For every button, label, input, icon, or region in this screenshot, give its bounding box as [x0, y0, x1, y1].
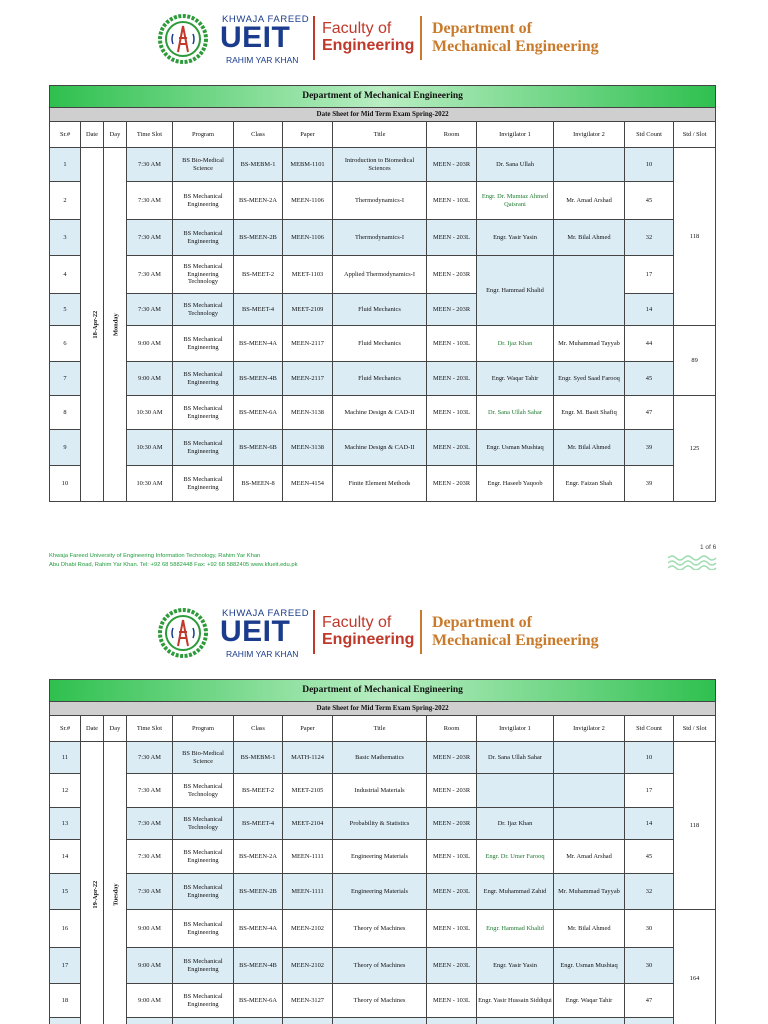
- cell-title: Finite Element Methods: [333, 466, 427, 502]
- cell-std-slot: 118: [674, 742, 716, 910]
- table-row: [50, 466, 716, 502]
- cell-invigilator-2: Mr. Amad Arshad: [554, 840, 625, 874]
- page-header: [0, 0, 768, 70]
- cell-class: BS-MEEN-6B: [234, 430, 283, 466]
- column-header: Title: [333, 716, 427, 742]
- column-header: Std / Slot: [674, 716, 716, 742]
- cell-sr: 10: [50, 466, 81, 502]
- cell-time: 10:30 AM: [127, 430, 173, 466]
- column-header: Date: [81, 122, 104, 148]
- cell-class: BS-MEEN-4B: [234, 362, 283, 396]
- cell-title: Introduction to Biomedical Sciences: [333, 148, 427, 182]
- cell-std-count: 44: [625, 326, 674, 362]
- cell-invigilator-1: Engr. Dr. Umer Farooq: [477, 840, 554, 874]
- cell-room: MEEN - 203L: [427, 220, 477, 256]
- table-subtitle: Date Sheet for Mid Term Exam Spring-2022: [50, 702, 716, 716]
- faculty-line-1: Faculty of: [322, 614, 392, 631]
- cell-invigilator-2: [554, 1018, 625, 1024]
- cell-title: Fluid Mechanics: [333, 362, 427, 396]
- cell-std-count: 17: [625, 774, 674, 808]
- cell-class: BS-MEBM-1: [234, 148, 283, 182]
- cell-invigilator-1: Engr. Waqar Tahir: [477, 362, 554, 396]
- cell-time: 9:00 AM: [127, 910, 173, 948]
- logo-text-city: RAHIM YAR KHAN: [226, 55, 299, 65]
- cell-paper: MATH-1124: [283, 742, 333, 774]
- logo-text-small: KHWAJA FAREED: [222, 608, 310, 619]
- cell-std-slot: 118: [674, 148, 716, 326]
- cell-paper: MEEN-3138: [283, 430, 333, 466]
- cell-std-count: 45: [625, 840, 674, 874]
- cell-sr: 18: [50, 984, 81, 1018]
- cell-time: 10:30 AM: [127, 466, 173, 502]
- date-text: 19-Apr-22: [92, 880, 100, 909]
- footer-address: Abu Dhabi Road, Rahim Yar Khan. Tel: +92 68 5882448 Fax: +92 68 5882405 www.kfueit.edu.pk: [49, 561, 298, 568]
- cell-invigilator-2: [554, 774, 625, 808]
- cell-invigilator-1: Engr. Dr. Mumtaz Ahmed Qaisrani: [477, 182, 554, 220]
- cell-sr: 12: [50, 774, 81, 808]
- table-row: [50, 326, 716, 362]
- column-header: Program: [173, 716, 234, 742]
- cell-title: Industrial Materials: [333, 774, 427, 808]
- cell-time: 9:00 AM: [127, 948, 173, 984]
- cell-invigilator-2: Mr. Amad Arshad: [554, 182, 625, 220]
- department-line-2: Mechanical Engineering: [432, 38, 599, 55]
- cell-room: MEEN - 103L: [427, 910, 477, 948]
- cell-class: BS-MEBM-1: [234, 742, 283, 774]
- page-number: 1 of 6: [700, 544, 717, 551]
- logo-text-small: KHWAJA FAREED: [222, 14, 310, 25]
- table-row: [50, 148, 716, 182]
- cell-std-count: 32: [625, 874, 674, 910]
- cell-program: BS Mechanical Engineering: [173, 874, 234, 910]
- cell-program: BS Mechanical Engineering: [173, 466, 234, 502]
- cell-time: 7:30 AM: [127, 774, 173, 808]
- university-seal-icon: [158, 14, 208, 64]
- department-line-2: Mechanical Engineering: [432, 632, 599, 649]
- day-text: Monday: [112, 313, 120, 336]
- cell-sr: 8: [50, 396, 81, 430]
- table-subtitle: Date Sheet for Mid Term Exam Spring-2022: [50, 108, 716, 122]
- cell-time: 9:00 AM: [127, 326, 173, 362]
- cell-room: MEEN - 203L: [427, 874, 477, 910]
- cell-time: [127, 1018, 173, 1024]
- page-header: [0, 594, 768, 664]
- cell-paper: MEEN-2102: [283, 948, 333, 984]
- cell-paper: MEEN-1111: [283, 840, 333, 874]
- cell-paper: MEEN-1106: [283, 182, 333, 220]
- cell-paper: MEEN-3127: [283, 984, 333, 1018]
- cell-std-count: 30: [625, 948, 674, 984]
- cell-time: 9:00 AM: [127, 362, 173, 396]
- faculty-line-2: Engineering: [322, 37, 415, 54]
- cell-sr: 5: [50, 294, 81, 326]
- cell-class: BS-MEET-2: [234, 256, 283, 294]
- table-row: [50, 220, 716, 256]
- cell-invigilator-1: Engr. Haseeb Yaqoob: [477, 466, 554, 502]
- cell-invigilator-1: Engr. Yasir Yasin: [477, 948, 554, 984]
- cell-program: BS Bio-Medical Science: [173, 148, 234, 182]
- cell-time: 7:30 AM: [127, 294, 173, 326]
- table-title: Department of Mechanical Engineering: [50, 86, 716, 108]
- column-header: Sr.#: [50, 716, 81, 742]
- cell-invigilator-2: Engr. Syed Saad Farooq: [554, 362, 625, 396]
- table-header-row: [50, 716, 716, 742]
- cell-class: BS-MEEN-2B: [234, 220, 283, 256]
- cell-class: BS-MEEN-2A: [234, 182, 283, 220]
- faculty-line-2: Engineering: [322, 631, 415, 648]
- cell-invigilator-2: Mr. Muhammad Tayyab: [554, 874, 625, 910]
- cell-paper: MEEN-2102: [283, 910, 333, 948]
- logo-text-city: RAHIM YAR KHAN: [226, 649, 299, 659]
- cell-std-count: 47: [625, 984, 674, 1018]
- column-header: Std / Slot: [674, 122, 716, 148]
- cell-title: Probability & Statistics: [333, 808, 427, 840]
- column-header: Paper: [283, 122, 333, 148]
- cell-title: [333, 1018, 427, 1024]
- page-footer: [49, 552, 297, 569]
- table-row: [50, 984, 716, 1018]
- cell-class: BS-MEEN-6A: [234, 396, 283, 430]
- cell-title: Fluid Mechanics: [333, 294, 427, 326]
- cell-std-count: 32: [625, 220, 674, 256]
- cell-class: BS-MEET-4: [234, 294, 283, 326]
- cell-title: Engineering Materials: [333, 840, 427, 874]
- cell-paper: MEEN-1106: [283, 220, 333, 256]
- logo-text-ueit: UEIT: [220, 21, 291, 54]
- cell-std-slot: 89: [674, 326, 716, 396]
- cell-time: 7:30 AM: [127, 182, 173, 220]
- cell-class: BS-MEEN-4A: [234, 326, 283, 362]
- cell-sr: 16: [50, 910, 81, 948]
- university-seal-icon: [158, 608, 208, 658]
- column-header: Time Slot: [127, 122, 173, 148]
- cell-paper: MEBM-1101: [283, 148, 333, 182]
- cell-room: MEEN - 203R: [427, 294, 477, 326]
- cell-room: MEEN - 203R: [427, 256, 477, 294]
- day-text: Tuesday: [112, 883, 120, 906]
- cell-title: Fluid Mechanics: [333, 326, 427, 362]
- column-header: Class: [234, 716, 283, 742]
- cell-time: 7:30 AM: [127, 220, 173, 256]
- cell-title: Theory of Machines: [333, 910, 427, 948]
- column-header: Std Count: [625, 122, 674, 148]
- cell-std-count: [625, 1018, 674, 1024]
- table-row: [50, 808, 716, 840]
- column-header: Class: [234, 122, 283, 148]
- logo-text-ueit: UEIT: [220, 615, 291, 648]
- cell-title: Applied Thermodynamics-I: [333, 256, 427, 294]
- cell-invigilator-1: Dr. Ijaz Khan: [477, 808, 554, 840]
- header-divider: [313, 610, 315, 654]
- table-row: [50, 742, 716, 774]
- cell-std-count: 47: [625, 396, 674, 430]
- cell-sr: 3: [50, 220, 81, 256]
- cell-invigilator-1: [477, 774, 554, 808]
- cell-std-count: 10: [625, 148, 674, 182]
- cell-invigilator-2: [554, 148, 625, 182]
- column-header: Invigilator 1: [477, 122, 554, 148]
- cell-std-count: 39: [625, 430, 674, 466]
- cell-program: BS Mechanical Engineering: [173, 326, 234, 362]
- cell-class: BS-MEEN-2B: [234, 874, 283, 910]
- cell-paper: MEET-1103: [283, 256, 333, 294]
- cell-invigilator-1: Dr. Sana Ullah Sahar: [477, 742, 554, 774]
- cell-paper: MEET-2104: [283, 808, 333, 840]
- cell-invigilator-1: [477, 1018, 554, 1024]
- cell-sr: [50, 1018, 81, 1024]
- cell-room: MEEN - 203R: [427, 466, 477, 502]
- cell-program: BS Bio-Medical Science: [173, 742, 234, 774]
- cell-invigilator-1: Engr. Hammad Khalid: [477, 910, 554, 948]
- cell-paper: MEET-2105: [283, 774, 333, 808]
- cell-title: Engineering Materials: [333, 874, 427, 910]
- table-row: [50, 256, 716, 294]
- date-text: 18-Apr-22: [92, 310, 100, 339]
- column-header: Day: [104, 122, 127, 148]
- cell-std-count: 14: [625, 294, 674, 326]
- cell-date: [81, 742, 104, 1024]
- cell-room: MEEN - 203R: [427, 774, 477, 808]
- table-header-row: [50, 122, 716, 148]
- cell-invigilator-2: [554, 808, 625, 840]
- cell-class: BS-MEEN-2A: [234, 840, 283, 874]
- cell-paper: MEEN-4154: [283, 466, 333, 502]
- cell-paper: MEEN-3138: [283, 396, 333, 430]
- cell-time: 7:30 AM: [127, 148, 173, 182]
- cell-program: BS Mechanical Engineering: [173, 396, 234, 430]
- column-header: Paper: [283, 716, 333, 742]
- cell-room: MEEN - 103L: [427, 396, 477, 430]
- column-header: Day: [104, 716, 127, 742]
- table-row: [50, 948, 716, 984]
- cell-class: BS-MEEN-6A: [234, 984, 283, 1018]
- cell-room: MEEN - 103L: [427, 840, 477, 874]
- date-sheet-table: [49, 85, 716, 502]
- column-header: Sr.#: [50, 122, 81, 148]
- cell-invigilator-2: [554, 742, 625, 774]
- cell-room: MEEN - 103L: [427, 182, 477, 220]
- cell-invigilator-2: Mr. Bilal Ahmed: [554, 220, 625, 256]
- cell-program: BS Mechanical Engineering: [173, 430, 234, 466]
- cell-invigilator-2: Engr. Usman Mushtaq: [554, 948, 625, 984]
- date-sheet-table: [49, 679, 716, 1024]
- cell-title: Machine Design & CAD-II: [333, 430, 427, 466]
- table-title: Department of Mechanical Engineering: [50, 680, 716, 702]
- cell-sr: 15: [50, 874, 81, 910]
- column-header: Title: [333, 122, 427, 148]
- cell-std-count: 45: [625, 182, 674, 220]
- cell-std-count: 14: [625, 808, 674, 840]
- cell-room: MEEN - 203R: [427, 148, 477, 182]
- column-header: Invigilator 2: [554, 716, 625, 742]
- cell-time: 7:30 AM: [127, 742, 173, 774]
- cell-room: MEEN - 203L: [427, 948, 477, 984]
- cell-time: 7:30 AM: [127, 874, 173, 910]
- column-header: Invigilator 1: [477, 716, 554, 742]
- cell-invigilator-1: Engr. Usman Mushtaq: [477, 430, 554, 466]
- cell-std-slot: 125: [674, 396, 716, 502]
- cell-day: [104, 742, 127, 1024]
- cell-room: MEEN - 203R: [427, 808, 477, 840]
- column-header: Std Count: [625, 716, 674, 742]
- cell-class: BS-MEEN-4B: [234, 948, 283, 984]
- cell-program: BS Mechanical Engineering: [173, 840, 234, 874]
- footer-university: Khwaja Fareed University of Engineering Information Technology, Rahim Yar Khan: [49, 553, 261, 559]
- cell-program: BS Mechanical Engineering: [173, 948, 234, 984]
- cell-title: Thermodynamics-I: [333, 220, 427, 256]
- table-row: [50, 430, 716, 466]
- column-header: Date: [81, 716, 104, 742]
- cell-class: BS-MEET-2: [234, 774, 283, 808]
- cell-room: MEEN - 203L: [427, 362, 477, 396]
- column-header: Time Slot: [127, 716, 173, 742]
- cell-invigilator-1: Dr. Sana Ullah Sahar: [477, 396, 554, 430]
- cell-sr: 1: [50, 148, 81, 182]
- cell-sr: 17: [50, 948, 81, 984]
- cell-invigilator-1: Engr. Yasir Yasin: [477, 220, 554, 256]
- cell-paper: MEET-2109: [283, 294, 333, 326]
- table-row: [50, 362, 716, 396]
- wave-decoration-icon: [668, 554, 720, 570]
- cell-time: 7:30 AM: [127, 840, 173, 874]
- cell-sr: 9: [50, 430, 81, 466]
- cell-std-count: 30: [625, 910, 674, 948]
- cell-std-count: 45: [625, 362, 674, 396]
- cell-title: Thermodynamics-I: [333, 182, 427, 220]
- cell-time: 9:00 AM: [127, 984, 173, 1018]
- cell-program: BS Mechanical Engineering: [173, 984, 234, 1018]
- header-divider: [420, 16, 422, 60]
- cell-date: [81, 148, 104, 502]
- table-row: [50, 840, 716, 874]
- header-divider: [313, 16, 315, 60]
- cell-paper: [283, 1018, 333, 1024]
- cell-room: MEEN - 203L: [427, 430, 477, 466]
- cell-invigilator-1: Engr. Yasir Hussain Siddiqui: [477, 984, 554, 1018]
- cell-program: BS Mechanical Technology: [173, 808, 234, 840]
- cell-time: 7:30 AM: [127, 808, 173, 840]
- cell-title: Basic Mathematics: [333, 742, 427, 774]
- department-line-1: Department of: [432, 614, 532, 631]
- cell-program: BS Mechanical Technology: [173, 294, 234, 326]
- table-row: [50, 396, 716, 430]
- cell-room: [427, 1018, 477, 1024]
- column-header: Room: [427, 122, 477, 148]
- cell-sr: 14: [50, 840, 81, 874]
- cell-program: BS Mechanical Engineering: [173, 182, 234, 220]
- cell-title: Theory of Machines: [333, 948, 427, 984]
- cell-title: Machine Design & CAD-II: [333, 396, 427, 430]
- cell-std-slot: 164: [674, 910, 716, 1024]
- cell-time: 10:30 AM: [127, 396, 173, 430]
- cell-time: 7:30 AM: [127, 256, 173, 294]
- cell-sr: 4: [50, 256, 81, 294]
- cell-sr: 6: [50, 326, 81, 362]
- cell-room: MEEN - 103L: [427, 984, 477, 1018]
- cell-class: BS-MEET-4: [234, 808, 283, 840]
- cell-room: MEEN - 203R: [427, 742, 477, 774]
- column-header: Room: [427, 716, 477, 742]
- table-row: [50, 910, 716, 948]
- cell-sr: 11: [50, 742, 81, 774]
- cell-paper: MEEN-1111: [283, 874, 333, 910]
- table-row: [50, 182, 716, 220]
- cell-paper: MEEN-2117: [283, 326, 333, 362]
- table-row: [50, 1018, 716, 1024]
- cell-invigilator-2: Engr. Faizan Shah: [554, 466, 625, 502]
- cell-sr: 13: [50, 808, 81, 840]
- cell-invigilator-2: Mr. Bilal Ahmed: [554, 430, 625, 466]
- cell-invigilator-2: Engr. M. Basit Shafiq: [554, 396, 625, 430]
- cell-program: BS Mechanical Technology: [173, 774, 234, 808]
- cell-day: [104, 148, 127, 502]
- table-row: [50, 874, 716, 910]
- cell-title: Theory of Machines: [333, 984, 427, 1018]
- column-header: Program: [173, 122, 234, 148]
- cell-std-count: 39: [625, 466, 674, 502]
- cell-invigilator-1: Dr. Ijaz Khan: [477, 326, 554, 362]
- cell-room: MEEN - 103L: [427, 326, 477, 362]
- cell-std-count: 17: [625, 256, 674, 294]
- department-line-1: Department of: [432, 20, 532, 37]
- cell-program: BS Mechanical Engineering: [173, 220, 234, 256]
- cell-invigilator-1: Engr. Muhammad Zahid: [477, 874, 554, 910]
- cell-sr: 2: [50, 182, 81, 220]
- cell-invigilator-2: [554, 256, 625, 326]
- column-header: Invigilator 2: [554, 122, 625, 148]
- cell-program: [173, 1018, 234, 1024]
- faculty-line-1: Faculty of: [322, 20, 392, 37]
- cell-program: BS Mechanical Engineering Technology: [173, 256, 234, 294]
- cell-program: BS Mechanical Engineering: [173, 362, 234, 396]
- cell-invigilator-2: Engr. Waqar Tahir: [554, 984, 625, 1018]
- cell-invigilator-1: Engr. Hammad Khalid: [477, 256, 554, 326]
- cell-program: BS Mechanical Engineering: [173, 910, 234, 948]
- cell-sr: 7: [50, 362, 81, 396]
- cell-invigilator-2: Mr. Muhammad Tayyab: [554, 326, 625, 362]
- cell-class: BS-MEEN-4A: [234, 910, 283, 948]
- cell-invigilator-2: Mr. Bilal Ahmed: [554, 910, 625, 948]
- table-row: [50, 774, 716, 808]
- cell-paper: MEEN-2117: [283, 362, 333, 396]
- cell-invigilator-1: Dr. Sana Ullah: [477, 148, 554, 182]
- header-divider: [420, 610, 422, 654]
- cell-class: [234, 1018, 283, 1024]
- cell-class: BS-MEEN-8: [234, 466, 283, 502]
- cell-std-count: 10: [625, 742, 674, 774]
